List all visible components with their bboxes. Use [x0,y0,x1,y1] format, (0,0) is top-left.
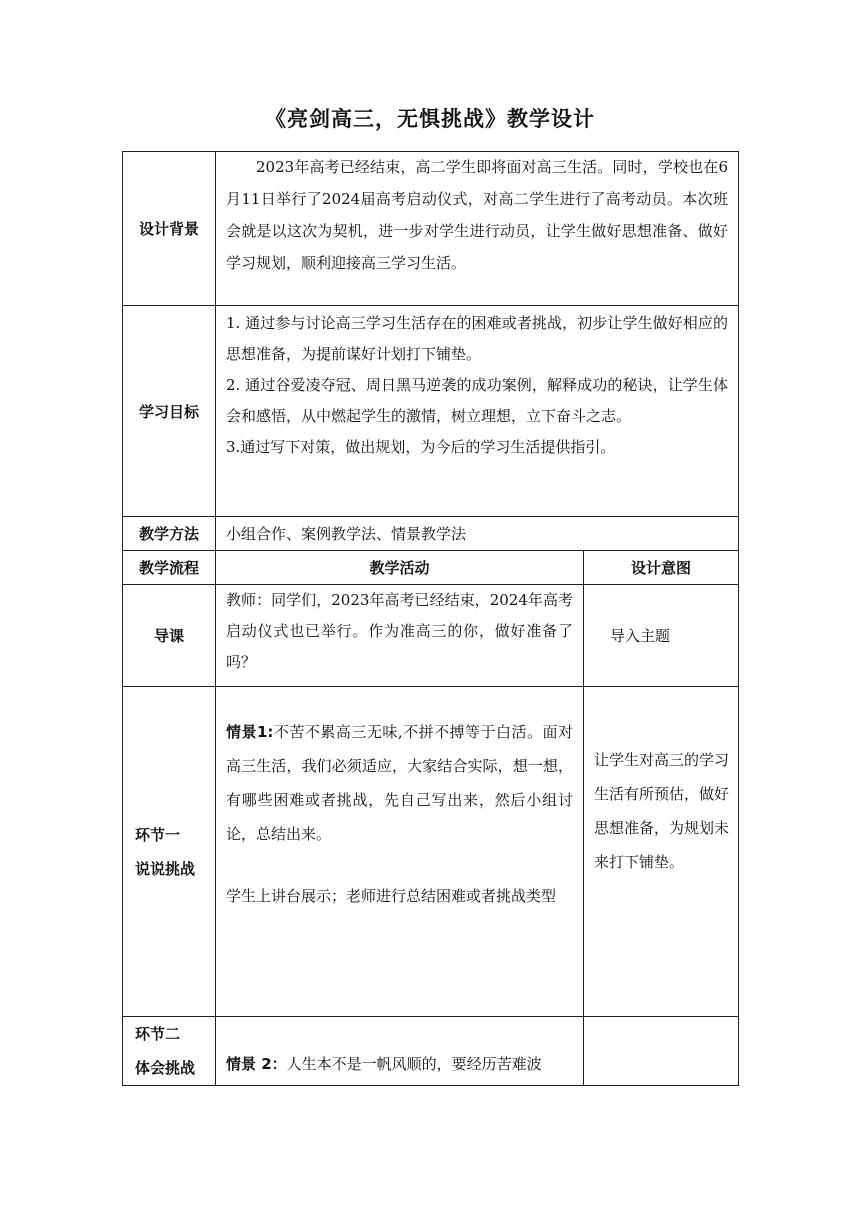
objectives-row [123,306,739,517]
intro-activity-cell [216,585,584,687]
intro-row [123,585,739,687]
flow-header-intent: 设计意图 [584,551,739,585]
stage1-activity-cell [216,687,584,1017]
methods-text: 小组合作、案例教学法、情景教学法 [226,524,467,543]
background-text: 2023年高考已经结束，高二学生即将面对高三生活。同时，学校也在6月11日举行了2024届高考启动仪式，对高二学生进行了高考动员。本次班会就是以这次为契机，进一步对学生进行动员，让学生做好思想准备、做好学习规划，顺利迎接高三学习生活。 [226,158,728,272]
objective-item: 1. 通过参与讨论高三学习生活存在的困难或者挑战，初步让学生做好相应的思想准备，为提前谋好计划打下铺垫。 [226,314,728,363]
methods-label: 教学方法 [123,517,216,551]
methods-cell [216,517,739,551]
intro-label: 导课 [123,585,216,687]
stage2-row [123,1017,739,1086]
stage1-note: 学生上讲台展示；老师进行总结困难或者挑战类型 [226,887,557,905]
flow-header-process: 教学流程 [123,551,216,585]
flow-header-row [123,551,739,585]
background-cell [216,152,739,306]
stage2-label-line2: 体会挑战 [135,1059,196,1077]
stage2-scenario [216,1047,583,1085]
stage2-label-cell [123,1017,216,1086]
stage2-scenario-title: 情景 2： [226,1055,287,1073]
stage1-row [123,687,739,1017]
stage1-scenario-title: 情景1: [226,723,274,741]
stage1-label-line2: 说说挑战 [135,859,196,878]
stage1-label-cell [123,687,216,1017]
objectives-cell [216,306,739,517]
intro-intent-cell [584,585,739,687]
intro-activity: 教师：同学们，2023年高考已经结束，2024年高考启动仪式也已举行。作为准高三的你，做好准备了吗？ [226,591,573,671]
page-title: 《亮剑高三，无惧挑战》教学设计 [265,107,595,131]
background-label: 设计背景 [123,152,216,306]
lesson-plan-table [122,151,739,1086]
background-row [123,152,739,306]
stage2-activity-cell [216,1017,584,1086]
stage1-intent-cell [584,687,739,1017]
stage1-scenario-text: 不苦不累高三无味,不拼不搏等于白活。面对高三生活，我们必须适应，大家结合实际，想一想，有哪些困难或者挑战，先自己写出来，然后小组讨论，总结出来。 [226,723,573,843]
stage2-intent-cell [584,1017,739,1086]
stage1-label-line1: 环节一 [135,825,181,844]
stage2-label-line1: 环节二 [135,1025,181,1043]
objective-item: 2. 通过谷爱凌夺冠、周日黑马逆袭的成功案例，解释成功的秘诀，让学生体会和感悟，从中燃起学生的激情，树立理想，立下奋斗之志。 [226,376,728,425]
objective-item: 3.通过写下对策，做出规划，为今后的学习生活提供指引。 [226,438,616,456]
stage1-intent: 让学生对高三的学习生活有所预估，做好思想准备，为规划未来打下铺垫。 [594,751,730,871]
flow-header-activity: 教学活动 [216,551,584,585]
stage2-scenario-text: 人生本不是一帆风顺的，要经历苦难波 [286,1055,542,1073]
intro-intent: 导入主题 [610,627,671,645]
stage1-scenario [216,687,583,851]
objectives-label: 学习目标 [123,306,216,517]
methods-row [123,517,739,551]
